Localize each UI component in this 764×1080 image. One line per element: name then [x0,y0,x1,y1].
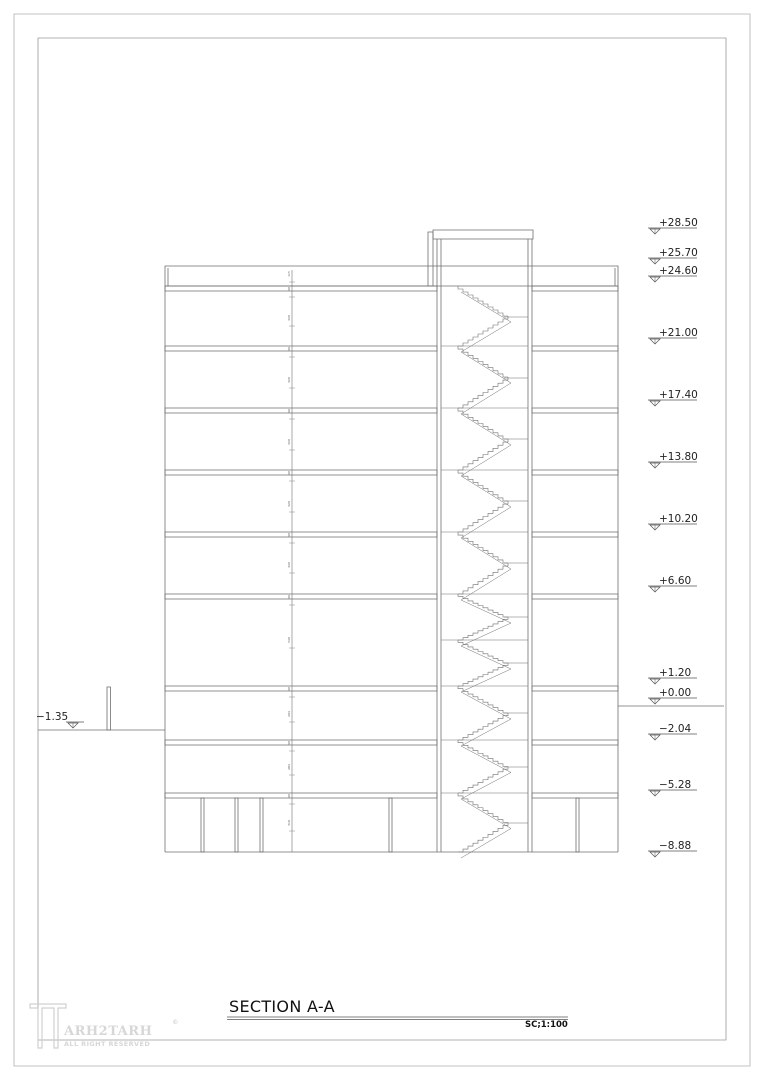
dimension-label: 40 [287,347,291,351]
level-marker [648,327,698,344]
ground-lines [38,687,724,730]
stair-flight [458,346,508,377]
stair-stringer [461,476,511,507]
floor-slab [165,532,437,537]
stair-stringer [461,383,511,414]
floor-slab [532,793,618,798]
floor-slab [165,793,437,798]
dimension-label: 284 [287,764,291,770]
level-label: −1.35 [36,711,69,723]
stair-flight [458,286,508,316]
dimension-label: 40 [287,409,291,413]
dimension-label: 320 [287,501,291,507]
level-label: −8.88 [659,840,692,852]
stair-stringer [461,352,511,383]
floor-slab [165,408,437,413]
dimension-label: 540 [287,637,291,643]
floor-slab [165,686,437,691]
stair-flight [458,740,508,767]
outer-frame [14,14,750,1066]
stair-stringer [461,507,511,538]
stair-flights [458,286,511,858]
stair-flight [458,439,508,470]
level-marker [648,840,697,857]
dimension-label: 115 [287,271,291,277]
level-label: +24.60 [659,265,698,277]
floor-slab [532,532,618,537]
level-marker [648,687,697,704]
floor-slab [532,346,618,351]
stair-stringer [461,773,511,800]
drawing-title: SECTION A-A [229,997,335,1016]
watermark-logo [30,1004,179,1048]
stair-flight [458,316,508,346]
stair-flight [458,767,508,794]
floor-slabs [165,286,618,823]
dimension-label: 40 [287,687,291,691]
stair-stringer [461,292,511,322]
inner-frame [38,38,726,1040]
dimension-label: 40 [287,533,291,537]
dimension-label: 40 [287,471,291,475]
dimension-label: 204 [287,711,291,717]
level-marker [648,451,698,468]
floor-slab [532,740,618,745]
stair-stringer [461,829,511,859]
stair-flight [458,501,508,532]
floor-slab [165,470,437,475]
floor-slab [165,740,437,745]
stair-stringer [461,414,511,445]
basement-columns [201,798,579,852]
level-markers-left [36,711,84,728]
stair-stringer [461,799,511,829]
floor-slab [532,286,618,291]
floor-slab [165,346,437,351]
level-label: +10.20 [659,513,698,525]
floor-slab [532,470,618,475]
stair-stringer [461,719,511,746]
stair-flight [458,470,508,501]
level-marker [648,667,697,684]
level-marker [648,217,698,234]
level-markers-right [648,217,698,857]
title-block [227,997,568,1030]
dimension-label: 40 [287,287,291,291]
level-marker [648,779,697,796]
level-marker [648,723,697,740]
dimension-label: 320 [287,315,291,321]
stair-stringer [461,746,511,773]
level-label: +0.00 [659,687,692,699]
level-label: +1.20 [659,667,692,679]
level-marker [648,513,698,530]
level-marker [36,711,84,728]
level-label: −5.28 [659,779,692,791]
stair-stringer [461,692,511,719]
stair-stringer [461,669,511,692]
floor-slab [165,286,437,291]
level-marker [648,265,698,282]
floor-slab [532,408,618,413]
dimension-chain [287,271,295,831]
floor-slab [165,594,437,599]
stair-flight [458,532,508,563]
dimension-label: 320 [287,562,291,568]
stair-flight [458,793,508,823]
stair-flight [458,617,508,640]
level-label: +17.40 [659,389,698,401]
level-label: +13.80 [659,451,698,463]
floor-slab [532,686,618,691]
level-label: −2.04 [659,723,692,735]
stair-flight [458,377,508,408]
level-marker [648,389,698,406]
dimension-label: 319 [287,820,291,826]
level-label: +28.50 [659,217,698,229]
stair-flight [458,408,508,439]
level-label: +25.70 [659,247,698,259]
dimension-label: 40 [287,741,291,745]
stair-stringer [461,538,511,569]
drawing-scale: SC;1:100 [525,1020,568,1030]
dimension-label: 320 [287,439,291,445]
level-label: +6.60 [659,575,692,587]
stair-flight [458,713,508,740]
floor-slab [532,594,618,599]
stair-flight [458,823,508,853]
dimension-label: 40 [287,595,291,599]
logo-column-icon [30,1004,66,1048]
logo-name: ARH2TARH [64,1024,153,1039]
level-marker [648,247,698,264]
dimension-label: 40 [287,794,291,798]
building-section [165,230,618,852]
stair-stringer [461,623,511,646]
logo-copyright: © [172,1018,179,1026]
stair-flight [458,563,508,594]
logo-rights: ALL RIGHT RESERVED [64,1040,151,1048]
stair-stringer [461,322,511,352]
stair-flight [458,640,508,663]
stair-flight [458,663,508,686]
stair-stringer [461,569,511,600]
level-label: +21.00 [659,327,698,339]
level-marker [648,575,697,592]
dimension-label: 320 [287,377,291,383]
stair-stringer [461,445,511,476]
